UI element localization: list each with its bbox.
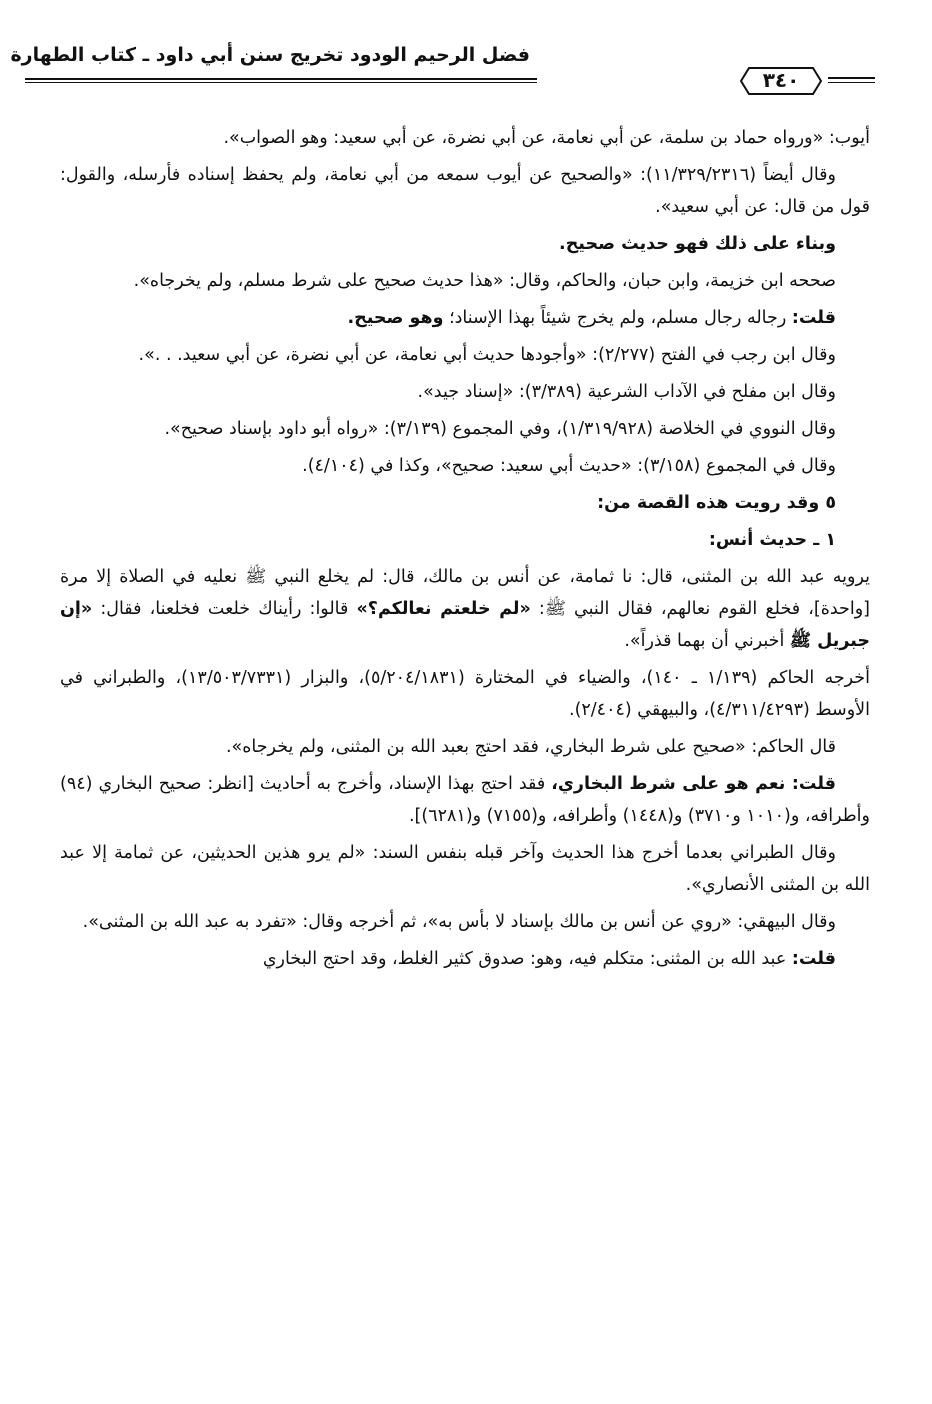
paragraph: وقال النووي في الخلاصة (١/٣١٩/٩٢٨)، وفي المجموع (٣/١٣٩): «رواه أبو داود بإسناد صحيح». [164,419,836,439]
paragraph: وقال ابن رجب في الفتح (٢/٢٧٧): «وأجودها حديث أبي نعامة، عن أبي نضرة، عن أبي سعيد. . .». [138,345,836,365]
ruling-span: قلت: نعم هو على شرط البخاري، [551,774,836,794]
paragraph: صححه ابن خزيمة، وابن حبان، والحاكم، وقال: «هذا حديث صحيح على شرط مسلم، ولم يخرجاه». [133,271,836,291]
paragraph: وقال في المجموع (٣/١٥٨): «حديث أبي سعيد: صحيح»، وكذا في (٤/١٠٤). [302,456,836,476]
text-span: يرويه عبد الله بن المثنى، قال: نا ثمامة، عن أنس بن مالك، قال: لم يخلع النبي ﷺ نعليه في الصلاة إلا مرة [واحدة]، فخلع القوم نعالهم، فقال النبي ﷺ: [60,567,871,619]
hadith-quote: «إن جبريل ﷺ [60,599,870,651]
header-rule-top [25,78,537,80]
text-span: قالوا: رأيناك خلعت فخلعنا، فقال: [92,599,357,619]
paragraph: أيوب: «ورواه حماد بن سلمة، عن أبي نعامة، عن أبي نضرة، عن أبي سعيد: وهو الصواب». [223,128,870,148]
paragraph [60,768,870,832]
paragraph: أخرجه الحاكم (١/١٣٩ ـ ١٤٠)، والضياء في المختارة (٥/٢٠٤/١٨٣١)، والبزار (١٣/٥٠٣/٧٣٣١)، والطبراني في الأوسط (٤/٣١١/٤٢٩٣)، والبيهقي (٢/٤٠٤). [60,668,870,720]
paragraph: وقال الطبراني بعدما أخرج هذا الحديث وآخر قبله بنفس السند: «لم يرو هذين الحديثين، عن ثمامة إلا عبد الله بن المثنى الأنصاري». [60,843,870,895]
qultu-label: قلت: [791,949,836,969]
header-rule-bottom [25,82,537,83]
text-span: أخبرني أن بهما قذراً». [624,631,790,651]
paragraph: وقال ابن مفلح في الآداب الشرعية (٣/٣٨٩): «إسناد جيد». [417,382,836,402]
paragraph [60,943,870,975]
paragraph [60,302,870,334]
paragraph [60,561,870,657]
paragraph: وقال أيضاً (١١/٣٢٩/٢٣١٦): «والصحيح عن أيوب سمعه من أبي نعامة، ولم يحفظ إسناده فأرسله، والقول: قول من قال: عن أبي سعيد». [60,165,870,217]
paragraph: قال الحاكم: «صحيح على شرط البخاري، فقد احتج بعبد الله بن المثنى، ولم يخرجاه». [225,737,836,757]
text-span: عبد الله بن المثنى: متكلم فيه، وهو: صدوق كثير الغلط، وقد احتج البخاري [262,949,792,969]
ruling-span: وهو صحيح. [347,308,444,328]
header-rule-right-thin [828,82,875,83]
paragraph-ruling: وبناء على ذلك فهو حديث صحيح. [559,234,836,254]
hadith-quote: «لم خلعتم نعالكم؟» [356,599,531,619]
header-rule-right [828,77,875,79]
running-header-title: فضل الرحيم الودود تخريج سنن أبي داود ـ كتاب الطهارة [10,44,530,66]
subsection-heading: ١ ـ حديث أنس: [708,530,836,550]
page-number-frame [739,66,823,96]
main-text [60,122,870,980]
text-span: فقد احتج بهذا الإسناد، وأخرج به أحاديث [انظر: صحيح البخاري (٩٤) وأطرافه، و(١٠١٠ و٣٧١٠) و(١٤٤٨) وأطرافه، و(٧١٥٥) و(٦٢٨١)]. [60,774,870,826]
paragraph: وقال البيهقي: «روي عن أنس بن مالك بإسناد لا بأس به»، ثم أخرجه وقال: «تفرد به عبد الله بن المثنى». [82,912,836,932]
qultu-label: قلت: [791,308,836,328]
page-number: ٣٤٠ [762,68,800,92]
section-heading: ٥ وقد رويت هذه القصة من: [597,493,836,513]
text-span: رجاله رجال مسلم، ولم يخرج شيئاً بهذا الإسناد؛ [443,308,792,328]
